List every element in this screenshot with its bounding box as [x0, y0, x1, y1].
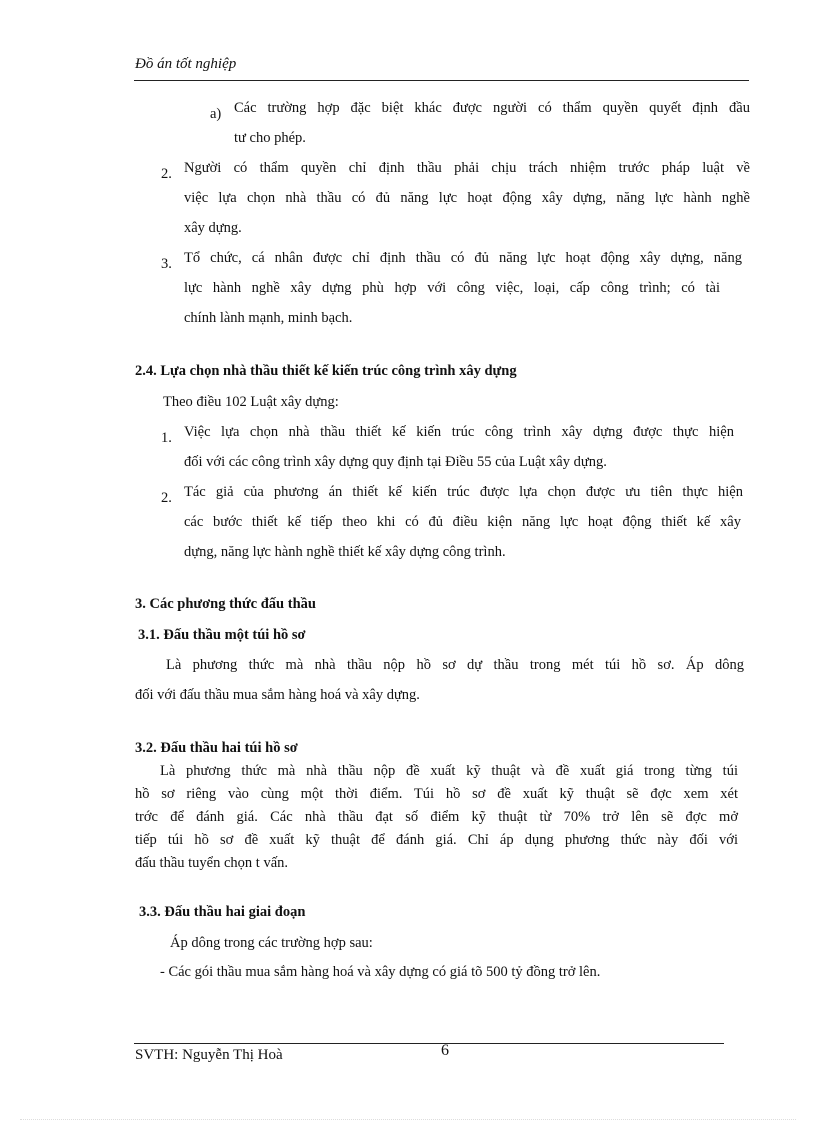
section-3-heading: 3. Các phương thức đấu thầu [135, 596, 316, 612]
section-2-4-intro: Theo điều 102 Luật xây dựng: [163, 394, 339, 410]
footer-rule [134, 1043, 724, 1044]
footer-author: SVTH: Nguyễn Thị Hoà [135, 1047, 283, 1063]
section-3-2-line2: hồ sơ riêng vào cùng một thời điểm. Túi hồ sơ đề xuất kỹ thuật sẽ đợc xem xét [135, 786, 738, 802]
section-2-4-item-2-line2: các bước thiết kế tiếp theo khi có đủ điều kiện năng lực hoạt động thiết kế xây [184, 514, 741, 530]
list-marker-2: 2. [161, 166, 172, 182]
section-2-4-item-2-line1: Tác giả của phương án thiết kế kiến trúc được lựa chọn được ưu tiên thực hiện [184, 484, 743, 500]
section-3-1-line2: đối với đấu thầu mua sắm hàng hoá và xây dựng. [135, 687, 420, 703]
section-2-4-item-1-line1: Việc lựa chọn nhà thầu thiết kế kiến trúc công trình xây dựng được thực hiện [184, 424, 734, 440]
list-item-3-line2: lực hành nghề xây dựng phù hợp với công việc, loại, cấp công trình; có tài [184, 280, 720, 296]
section-3-2-line1: Là phương thức mà nhà thầu nộp đề xuất kỹ thuật và đề xuất giá trong từng túi [160, 763, 738, 779]
section-3-3-heading: 3.3. Đấu thầu hai giai đoạn [139, 904, 306, 920]
section-3-1-line1: Là phương thức mà nhà thầu nộp hồ sơ dự thầu trong mét túi hồ sơ. Áp dông [166, 657, 744, 673]
list-item-2-line2: việc lựa chọn nhà thầu có đủ năng lực hoạt động xây dựng, năng lực hành nghề [184, 190, 750, 206]
list-item-3-line3: chính lành mạnh, minh bạch. [184, 310, 353, 326]
section-3-3-line2: - Các gói thầu mua sắm hàng hoá và xây dựng có giá tõ 500 tỷ đồng trở lên. [160, 964, 601, 980]
section-2-4-item-2-line3: dựng, năng lực hành nghề thiết kế xây dựng công trình. [184, 544, 506, 560]
list-item-2-line1: Người có thẩm quyền chỉ định thầu phải chịu trách nhiệm trước pháp luật về [184, 160, 750, 176]
section-3-2-heading: 3.2. Đấu thầu hai túi hồ sơ [135, 740, 298, 756]
section-3-3-line1: Áp dông trong các trường hợp sau: [170, 935, 373, 951]
section-3-2-line4: tiếp túi hồ sơ đề xuất kỹ thuật để đánh giá. Chỉ áp dụng phương thức này đối với [135, 832, 738, 848]
page-number: 6 [441, 1042, 449, 1059]
section-3-2-line3: trớc để đánh giá. Các nhà thầu đạt số điểm kỹ thuật từ 70% trở lên sẽ đợc mở [135, 809, 738, 825]
list-marker-2-4-1: 1. [161, 430, 172, 446]
list-marker-3: 3. [161, 256, 172, 272]
list-item-a-line2: tư cho phép. [234, 130, 306, 146]
header-title: Đồ án tốt nghiệp [135, 56, 237, 72]
list-item-2-line3: xây dựng. [184, 220, 242, 236]
section-3-1-heading: 3.1. Đấu thầu một túi hồ sơ [138, 627, 306, 643]
section-2-4-item-1-line2: đối với các công trình xây dựng quy định tại Điều 55 của Luật xây dựng. [184, 454, 607, 470]
list-marker-2-4-2: 2. [161, 490, 172, 506]
list-item-a-line1: Các trường hợp đặc biệt khác được người có thẩm quyền quyết định đầu [234, 100, 750, 116]
list-marker-a: a) [210, 106, 222, 122]
page-bottom-border [20, 1119, 796, 1120]
section-3-2-line5: đấu thầu tuyển chọn t vấn. [135, 855, 289, 871]
section-2-4-heading: 2.4. Lựa chọn nhà thầu thiết kế kiến trúc công trình xây dựng [135, 363, 517, 379]
header-rule [134, 80, 749, 81]
list-item-3-line1: Tổ chức, cá nhân được chỉ định thầu có đủ năng lực hoạt động xây dựng, năng [184, 250, 742, 266]
